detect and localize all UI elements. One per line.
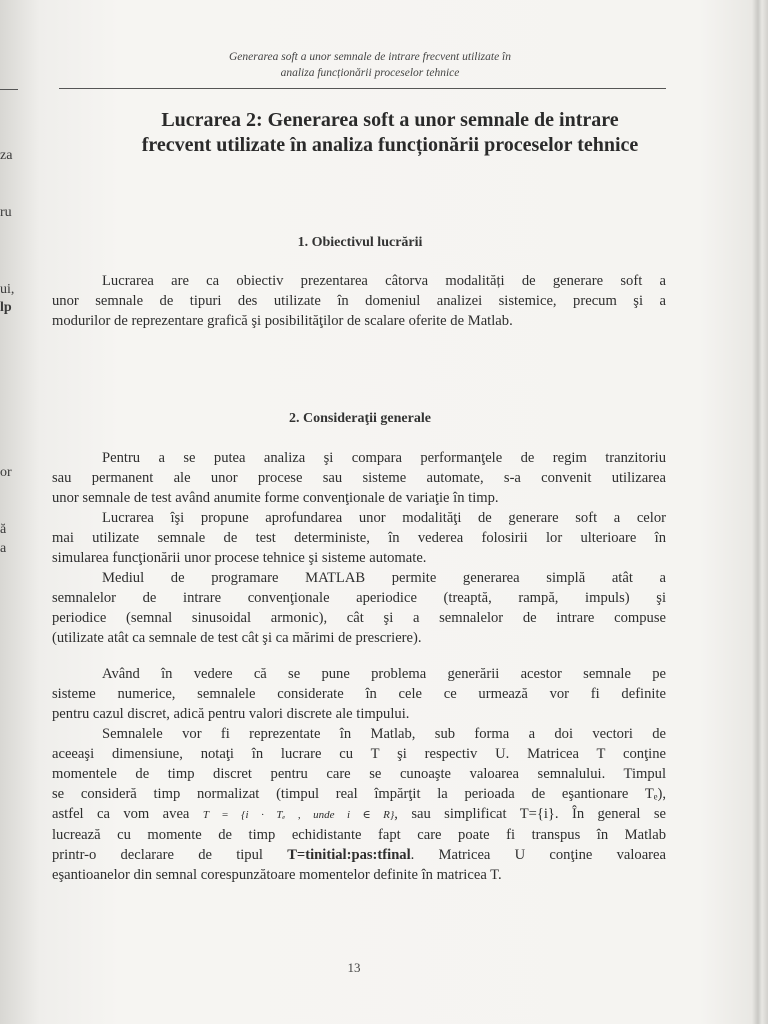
paragraph-general-2 bbox=[52, 508, 666, 568]
text-line: se consideră timp normalizat (timpul real împărţit la perioada de eşantionare Tₑ), bbox=[52, 786, 666, 802]
text-line: Lucrarea are ca obiectiv prezentarea câtorva modalități de generare soft a bbox=[102, 273, 666, 289]
text-fragment: . Matricea U conţine valoarea bbox=[410, 847, 666, 863]
page-number: 13 bbox=[347, 960, 361, 975]
margin-fragment: ui, bbox=[0, 282, 15, 297]
title-line: Lucrarea 2: Generarea soft a unor semnale de intrare bbox=[161, 109, 619, 131]
text-line-with-formula bbox=[52, 804, 666, 825]
text-line: unor semnale de tipuri des utilizate în domeniul analizei sistemice, precum şi a bbox=[52, 293, 666, 309]
matlab-declaration: T=tinitial:pas:tfinal bbox=[287, 847, 411, 863]
header-rule bbox=[59, 88, 666, 89]
text-line: pentru cazul discret, adică pentru valori discrete ale timpului. bbox=[52, 706, 410, 722]
text-line: periodice (semnal sinusoidal armonic), cât şi a semnalelor de intrare compuse bbox=[52, 610, 666, 626]
margin-fragment: a bbox=[0, 541, 7, 556]
margin-fragment: za bbox=[0, 148, 13, 163]
paragraph-general-4 bbox=[52, 664, 666, 724]
text-line-with-code bbox=[52, 845, 666, 865]
text-line: Pentru a se putea analiza şi compara performanţele de regim tranzitoriu bbox=[102, 450, 666, 466]
text-line: unor semnale de test având anumite forme convenţionale de variaţie în timp. bbox=[52, 490, 499, 506]
margin-fragment: lp bbox=[0, 300, 12, 315]
text-line: (utilizate atât ca semnale de test cât şi ca mărimi de prescriere). bbox=[52, 630, 422, 646]
text-line: semnalelor de intrare convenţionale aperiodice (treaptă, rampă, impuls) şi bbox=[52, 590, 666, 606]
text-line: eşantioanelor din semnal corespunzătoare momentelor definite în matricea T. bbox=[52, 867, 502, 883]
text-line: mai utilizate semnale de test deterministe, în vederea folosirii lor ulterioare în bbox=[52, 530, 666, 546]
text-line: sisteme numerice, semnalele considerate în cele ce urmează vor fi definite bbox=[52, 686, 666, 702]
section-heading-objective: 1. Obiectivul lucrării bbox=[297, 235, 423, 250]
running-head-line: Generarea soft a unor semnale de intrare frecvent utilizate în bbox=[228, 51, 512, 63]
margin-fragment: ru bbox=[0, 205, 12, 220]
time-vector-formula: T = {i · Tₑ , unde i ∈ R} bbox=[202, 809, 395, 821]
text-fragment: astfel ca vom avea bbox=[52, 806, 190, 822]
margin-fragment: ă bbox=[0, 522, 7, 537]
paragraph-general-1 bbox=[52, 448, 666, 508]
paragraph-general-3 bbox=[52, 568, 666, 648]
text-line: Lucrarea îşi propune aprofundarea unor modalităţi de generare soft a celor bbox=[102, 510, 666, 526]
text-fragment: , sau simplificat T={i}. În general se bbox=[394, 806, 667, 822]
title-line: frecvent utilizate în analiza funcționării proceselor tehnice bbox=[141, 134, 639, 156]
running-head-line: analiza funcționării proceselor tehnice bbox=[280, 67, 460, 79]
text-line: sau permanent ale unor procese sau sisteme automate, s-a convenit utilizarea bbox=[52, 470, 666, 486]
text-line: Semnalele vor fi reprezentate în Matlab, sub forma a doi vectori de bbox=[102, 726, 666, 742]
text-line: Mediul de programare MATLAB permite generarea simplă atât a bbox=[102, 570, 666, 586]
margin-fragment: or bbox=[0, 465, 12, 480]
text-line: aceeaşi dimensiune, notaţi în lucrare cu T şi respectiv U. Matricea T conţine bbox=[52, 746, 666, 762]
text-line: lucrează cu momente de timp echidistante fapt care poate fi transpus în Matlab bbox=[52, 827, 666, 843]
text-line: simularea funcţionării unor procese tehnice şi sisteme automate. bbox=[52, 550, 427, 566]
section-heading-general: 2. Consideraţii generale bbox=[289, 411, 431, 426]
text-line: modurilor de reprezentare grafică şi posibilităţilor de scalare oferite de Matlab. bbox=[52, 313, 513, 329]
running-head bbox=[150, 49, 590, 81]
paragraph-objective bbox=[52, 271, 666, 331]
paragraph-general-5 bbox=[52, 724, 666, 885]
text-line: Având în vedere că se pune problema generării acestor semnale pe bbox=[102, 666, 666, 682]
text-fragment: printr-o declarare de tipul bbox=[52, 847, 263, 863]
text-line: momentele de timp discret pentru care se cunoaşte valoarea semnalului. Timpul bbox=[52, 766, 666, 782]
page-title bbox=[60, 108, 720, 158]
